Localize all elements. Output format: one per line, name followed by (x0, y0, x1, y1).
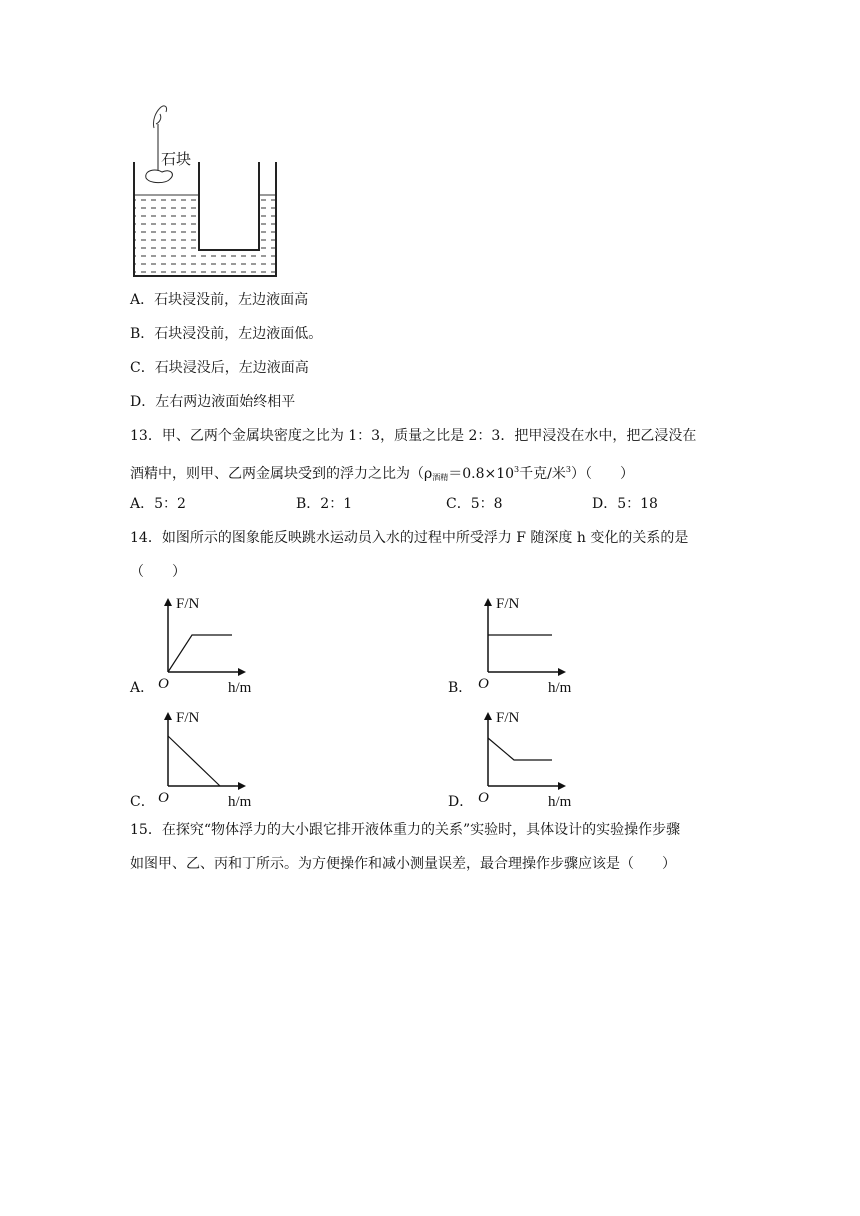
origin-label: O (158, 790, 169, 806)
q15-stem-line2: 如图甲、乙、丙和丁所示。为方便操作和减小测量误差，最合理操作步骤应该是（ ） (130, 856, 676, 872)
x-axis-label: h/m (548, 680, 572, 696)
y-axis-label: F/N (176, 710, 200, 726)
q13-option-b: B．2：1 (296, 496, 353, 512)
q12-option-a: A．石块浸没前，左边液面高 (130, 292, 309, 308)
q14-graph-b-label: B． (448, 680, 473, 696)
q13-stem-line2: 酒精中，则甲、乙两金属块受到的浮力之比为（$\rho_{酒精}=0.8\times 10^3$千克/米$^3$）（ ） (130, 465, 634, 482)
origin-label: O (158, 676, 169, 692)
q14-stem-line2: （ ） (130, 564, 186, 580)
q14-graph-d-label: D． (448, 794, 474, 810)
q14-graph-b (470, 588, 620, 698)
q14-graph-c-label: C． (130, 794, 155, 810)
origin-label: O (478, 790, 489, 806)
stone-label: 石块 (161, 150, 192, 168)
q13-option-a: A．5：2 (130, 496, 186, 512)
origin-label: O (478, 676, 489, 692)
x-axis-label: h/m (228, 794, 252, 810)
y-axis-label: F/N (496, 710, 520, 726)
q12-option-c: C．石块浸没后，左边液面高 (130, 360, 309, 376)
q14-graph-d (470, 702, 620, 812)
q13-stem-line1: 13．甲、乙两个金属块密度之比为 1：3，质量之比是 2：3．把甲浸没在水中，把乙浸没在 (130, 428, 697, 444)
q13-option-d: D．5：18 (592, 496, 658, 512)
q14-graph-c (150, 702, 300, 812)
y-axis-label: F/N (496, 596, 520, 612)
q14-graph-a-label: A． (130, 680, 155, 696)
q12-container-figure (120, 100, 290, 285)
q13-option-c: C．5：8 (446, 496, 503, 512)
y-axis-label: F/N (176, 596, 200, 612)
x-axis-label: h/m (228, 680, 252, 696)
q14-stem-line1: 14．如图所示的图象能反映跳水运动员入水的过程中所受浮力 F 随深度 h 变化的关系的是 (130, 530, 689, 546)
q12-option-d: D．左右两边液面始终相平 (130, 394, 296, 410)
q12-option-b: B．石块浸没前，左边液面低。 (130, 326, 323, 342)
q15-stem-line1: 15．在探究“物体浮力的大小跟它排开液体重力的关系”实验时，具体设计的实验操作步骤 (130, 822, 681, 838)
q14-graph-a (150, 588, 300, 698)
x-axis-label: h/m (548, 794, 572, 810)
